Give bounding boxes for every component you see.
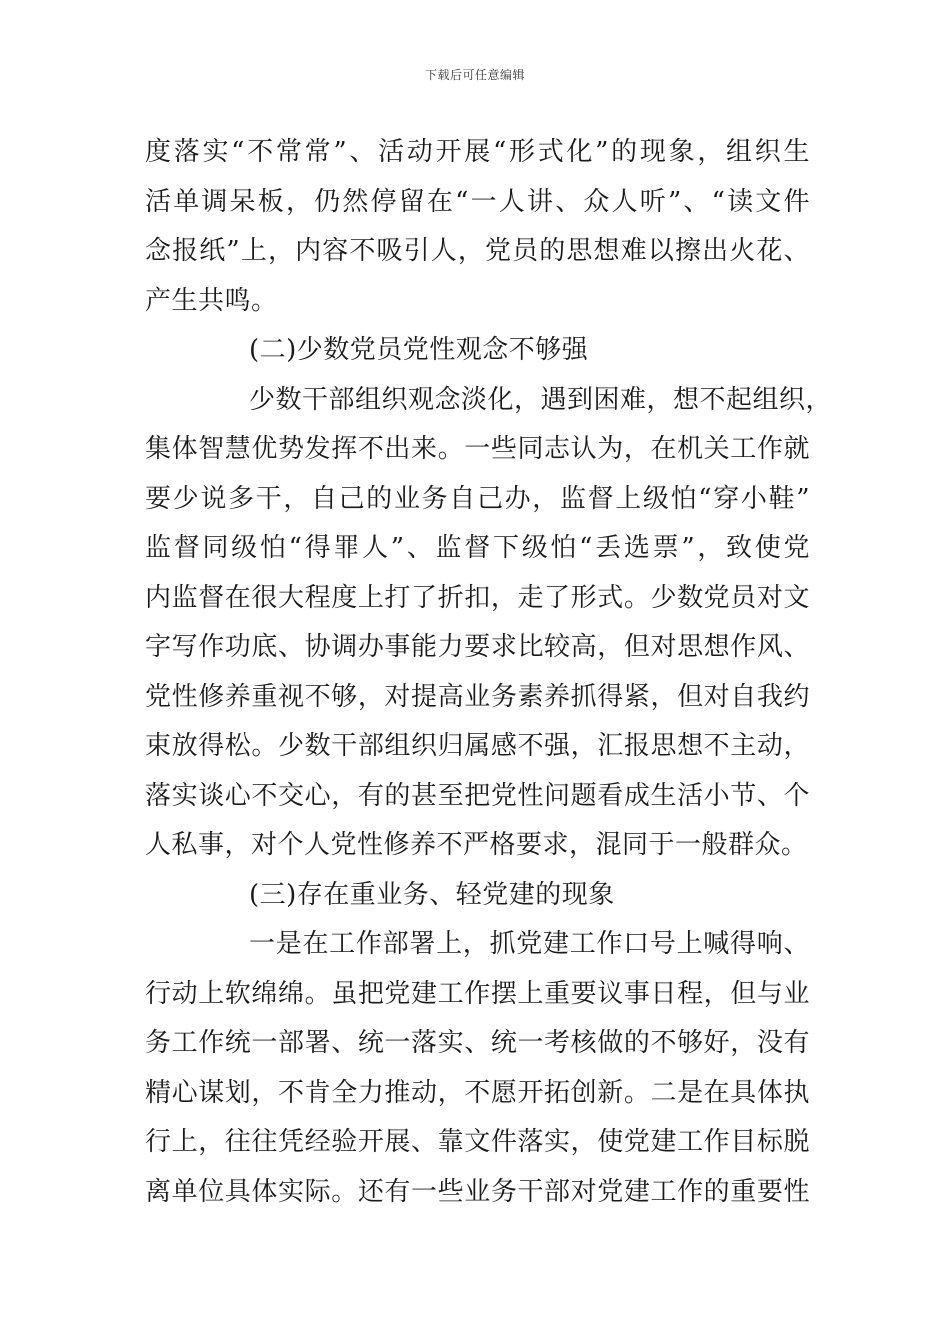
text-line: 度落实“不常常”、活动开展“形式化”的现象，组织生 <box>145 137 810 167</box>
text-line: 人私事，对个人党性修养不严格要求，混同于一般群众。 <box>145 830 808 860</box>
text-line: 党性修养重视不够，对提高业务素养抓得紧，但对自我约 <box>145 681 810 712</box>
text-line: 落实谈心不交心，有的甚至把党性问题看成生活小节、个 <box>145 780 810 811</box>
text-line: 行动上软绵绵。虽把党建工作摆上重要议事日程，但与业 <box>145 978 810 1009</box>
text-line: 念报纸”上，内容不吸引人，党员的思想难以擦出火花、 <box>145 236 810 266</box>
text-line: 活单调呆板，仍然停留在“一人讲、众人听”、“读文件 <box>145 186 810 217</box>
text-line: (三)存在重业务、轻党建的现象 <box>249 879 615 910</box>
document-body <box>145 128 833 1217</box>
text-line: 要少说多干，自己的业务自己办，监督上级怕“穿小鞋” <box>145 483 810 514</box>
text-line: (二)少数党员党性观念不够强 <box>249 335 589 365</box>
text-line: 监督同级怕“得罪人”、监督下级怕“丢选票”，致使党 <box>145 533 810 563</box>
text-line: 字写作功底、协调办事能力要求比较高，但对思想作风、 <box>145 632 810 662</box>
page-header-note: 下载后可任意编辑 <box>424 68 525 82</box>
text-line: 离单位具体实际。还有一些业务干部对党建工作的重要性 <box>145 1176 810 1207</box>
text-line: 一是在工作部署上，抓党建工作口号上喊得响、 <box>249 929 810 959</box>
text-line: 精心谋划，不肯全力推动，不愿开拓创新。二是在具体执 <box>145 1077 810 1108</box>
text-line: 内监督在很大程度上打了折扣，走了形式。少数党员对文 <box>145 582 810 613</box>
text-line: 务工作统一部署、统一落实、统一考核做的不够好，没有 <box>145 1028 810 1058</box>
text-line: 集体智慧优势发挥不出来。一些同志认为，在机关工作就 <box>145 434 810 464</box>
text-line: 少数干部组织观念淡化，遇到困难，想不起组织， <box>249 384 833 415</box>
text-line: 束放得松。少数干部组织归属感不强，汇报思想不主动， <box>145 731 810 761</box>
text-line: 产生共鸣。 <box>145 285 278 316</box>
text-line: 行上，往往凭经验开展、靠文件落实，使党建工作目标脱 <box>145 1127 810 1157</box>
